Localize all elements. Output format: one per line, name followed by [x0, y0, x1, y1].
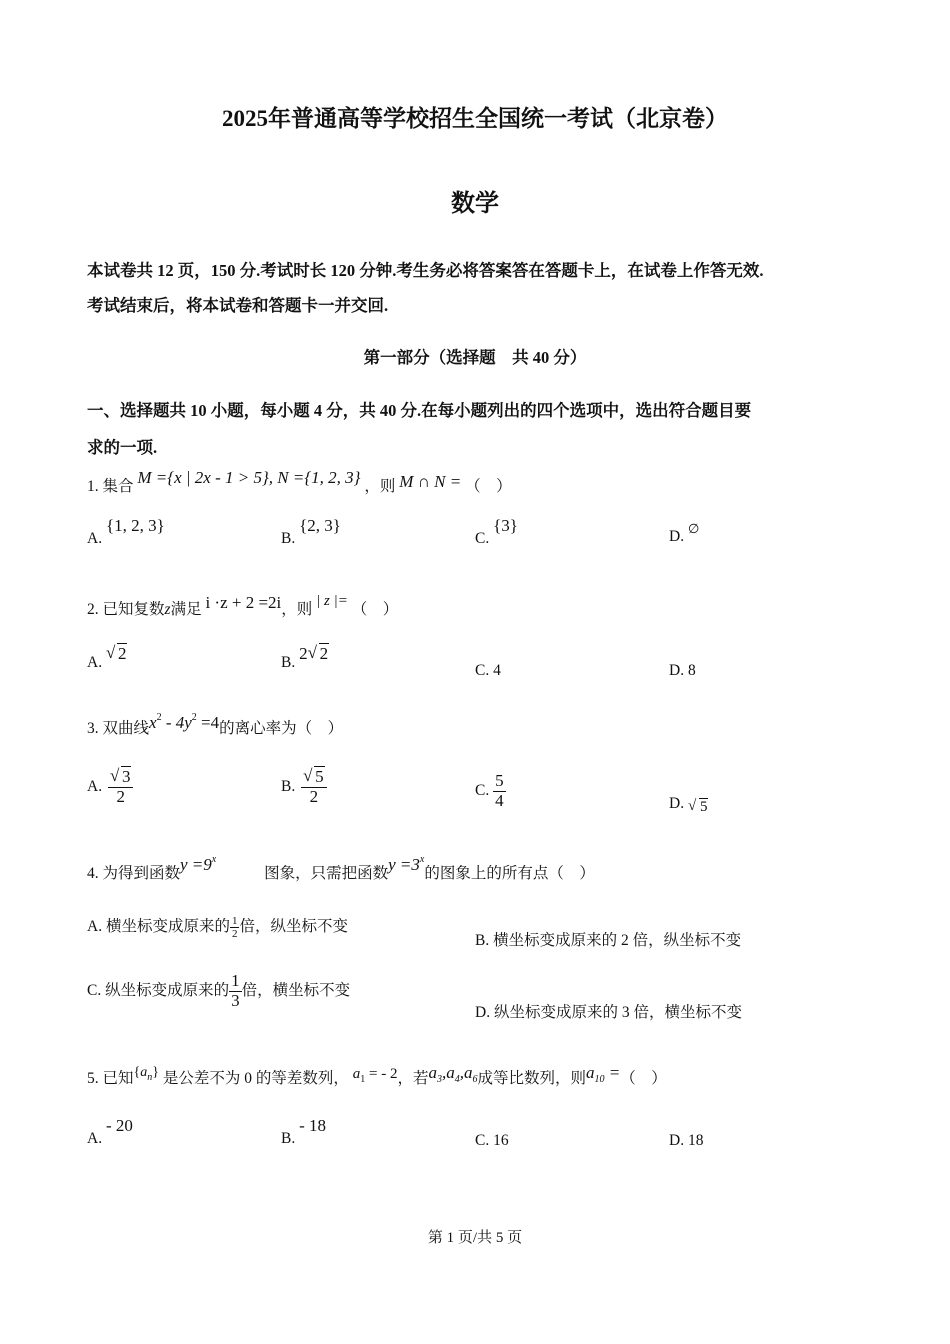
option-b [281, 516, 341, 548]
option-b [281, 644, 329, 672]
sqrt-expression [106, 644, 128, 664]
option-value: {3} [493, 516, 518, 535]
answer-paren: （ ） [351, 601, 399, 618]
page-footer: 第 1 页/共 5 页 [427, 1230, 523, 1246]
option-label: B. [281, 530, 296, 547]
question-5 [87, 1063, 667, 1088]
question-text: 双曲线 [102, 720, 150, 737]
option-label: B. [281, 654, 296, 671]
numerator: 1 [231, 971, 240, 990]
denominator: 2 [301, 787, 327, 807]
question-1 [87, 468, 512, 496]
math-expression [149, 713, 219, 732]
option-label: D. [475, 1004, 491, 1021]
fraction [229, 972, 242, 1010]
option-value: {1, 2, 3} [105, 516, 165, 535]
option-label: D. [669, 1132, 685, 1149]
option-label: B. [475, 932, 490, 949]
option-label: A. [87, 530, 103, 547]
option-c [475, 662, 501, 680]
radicand: 2 [117, 644, 127, 663]
math-expression: y =3 [388, 855, 420, 874]
math-part: x [149, 713, 157, 732]
question-number: 5. [87, 1070, 99, 1087]
option-a [87, 1116, 133, 1148]
subscript: 6 [472, 1074, 478, 1085]
question-text: 为得到函数 [102, 865, 181, 882]
numerator: 5 [495, 771, 504, 790]
option-text: 倍，纵坐标不变 [239, 918, 348, 935]
question-number: 1. [87, 478, 99, 495]
answer-paren: （ ） [620, 1070, 667, 1087]
option-value: - 18 [299, 1116, 327, 1135]
math-part: =4 [201, 713, 220, 732]
option-value: {2, 3} [299, 516, 341, 535]
math-expression: y =9 [180, 855, 212, 874]
option-a [87, 768, 133, 806]
question-text: 已知 [102, 1070, 134, 1087]
math-var: a [352, 1066, 361, 1082]
option-d [669, 1132, 703, 1150]
exponent: x [419, 854, 425, 865]
option-value: 18 [687, 1132, 704, 1149]
question-text: 的图象上的所有点（ ） [424, 865, 595, 882]
option-value: 16 [493, 1132, 509, 1149]
denominator: 2 [108, 787, 134, 807]
exponent: 2 [191, 712, 197, 723]
option-label: A. [87, 654, 103, 671]
math-part: - 4y [165, 713, 192, 732]
section-instructions-2: 求的一项. [87, 438, 158, 457]
question-2 [87, 593, 399, 619]
option-text: 纵坐标变成原来的 [105, 981, 230, 999]
option-value: ∅ [687, 521, 700, 536]
subscript: 3 [436, 1074, 442, 1085]
option-value: 8 [687, 662, 696, 679]
option-d [475, 1000, 742, 1022]
option-label: A. [87, 1130, 103, 1147]
option-label: A. [87, 777, 103, 795]
math-var: a [428, 1063, 437, 1082]
math-expression: | z |= [316, 593, 348, 609]
option-label: D. [669, 528, 685, 545]
denominator: 3 [231, 990, 240, 1010]
option-label: C. [475, 781, 490, 799]
option-label: D. [669, 795, 685, 812]
radicand: 5 [699, 799, 708, 815]
subscript: 4 [454, 1074, 460, 1085]
option-b [475, 928, 741, 950]
option-label: B. [281, 1130, 296, 1147]
question-number: 4. [87, 865, 99, 882]
answer-paren: （ ） [465, 478, 512, 495]
option-label: C. [475, 530, 490, 547]
option-c [475, 1132, 509, 1150]
question-text: ，则 [281, 601, 313, 618]
option-label: D. [669, 662, 685, 679]
subscript: n [147, 1072, 153, 1083]
fraction [301, 768, 327, 806]
question-text: 满足 [170, 601, 202, 618]
question-text: ，则 [364, 478, 396, 495]
fraction [493, 772, 506, 810]
question-text: 已知复数 [102, 601, 165, 618]
option-a [87, 516, 165, 548]
exam-title: 2025年普通高等学校招生全国统一考试（北京卷） [222, 106, 728, 131]
question-text: ，若 [397, 1070, 429, 1087]
option-label: B. [281, 777, 296, 795]
option-text: 横坐标变成原来的 2 倍，纵坐标不变 [493, 932, 742, 949]
exponent: x [211, 854, 217, 865]
math-part: = - 2 [369, 1066, 398, 1082]
part-heading: 第一部分（选择题 共 40 分） [363, 348, 587, 367]
question-text: 的离心率为（ ） [219, 720, 344, 737]
option-value: 4 [493, 662, 501, 679]
option-text: 倍，横坐标不变 [241, 981, 351, 999]
question-number: 2. [87, 601, 99, 618]
math-var: a [586, 1063, 595, 1082]
option-value: - 20 [105, 1116, 133, 1135]
option-a [87, 914, 348, 940]
option-d [669, 521, 700, 546]
question-3 [87, 712, 344, 738]
question-text: 图象，只需把函数 [264, 865, 389, 882]
radicand: 3 [121, 767, 131, 786]
option-d [669, 795, 708, 813]
question-text: 集合 [102, 478, 134, 495]
numerator: 1 [231, 914, 238, 927]
option-label: C. [475, 662, 490, 679]
math-part: = [608, 1063, 621, 1082]
option-text: 纵坐标变成原来的 3 倍，横坐标不变 [493, 1004, 742, 1021]
question-number: 3. [87, 720, 99, 737]
notice-line-1: 本试卷共 12 页，150 分.考试时长 120 分钟.考生务必将答案答在答题卡上，在试卷上作答无效. [87, 261, 764, 280]
radicand: 2 [319, 644, 329, 663]
option-b [281, 768, 327, 806]
variable: z [164, 601, 171, 618]
radicand: 5 [315, 767, 324, 786]
coefficient: 2 [299, 644, 308, 663]
math-var: a [140, 1065, 148, 1080]
math-expression: M ∩ N = [399, 472, 462, 491]
math-expression: i ·z + 2 =2i [205, 593, 282, 612]
question-text: 成等比数列，则 [477, 1070, 586, 1087]
option-c [87, 972, 350, 1010]
subscript: 1 [360, 1074, 366, 1085]
denominator: 2 [231, 927, 238, 940]
option-c [475, 772, 506, 810]
option-label: C. [87, 981, 102, 999]
fraction [108, 768, 134, 806]
sqrt-expression [308, 644, 330, 664]
option-b [281, 1116, 327, 1148]
math-expression: M ={x | 2x - 1 > 5}, N ={1, 2, 3} [137, 468, 361, 487]
section-instructions-1: 一、选择题共 10 小题，每小题 4 分，共 40 分.在每小题列出的四个选项中，选出符合题目要 [87, 401, 752, 420]
notice-line-2: 考试结束后，将本试卷和答题卡一并交回. [87, 296, 389, 315]
subject-title: 数学 [451, 191, 499, 217]
math-expression: $a_3,a_4,a_6$ [428, 1063, 478, 1085]
option-a [87, 644, 127, 672]
option-label: A. [87, 918, 103, 935]
question-4 [87, 854, 595, 883]
subscript: 10 [594, 1074, 605, 1085]
exponent: 2 [156, 712, 162, 723]
option-label: C. [475, 1132, 490, 1149]
sequence-notation: $\{a_n\}$ [133, 1065, 159, 1083]
question-text: 是公差不为 0 的等差数列， [162, 1070, 349, 1087]
option-d [669, 662, 696, 680]
math-var: a [463, 1063, 473, 1082]
option-c [475, 516, 518, 548]
math-expression [586, 1063, 621, 1085]
sqrt-expression [688, 799, 709, 816]
math-var: a [446, 1063, 455, 1082]
denominator: 4 [495, 790, 504, 810]
math-expression [352, 1066, 398, 1085]
option-text: 横坐标变成原来的 [105, 918, 230, 935]
